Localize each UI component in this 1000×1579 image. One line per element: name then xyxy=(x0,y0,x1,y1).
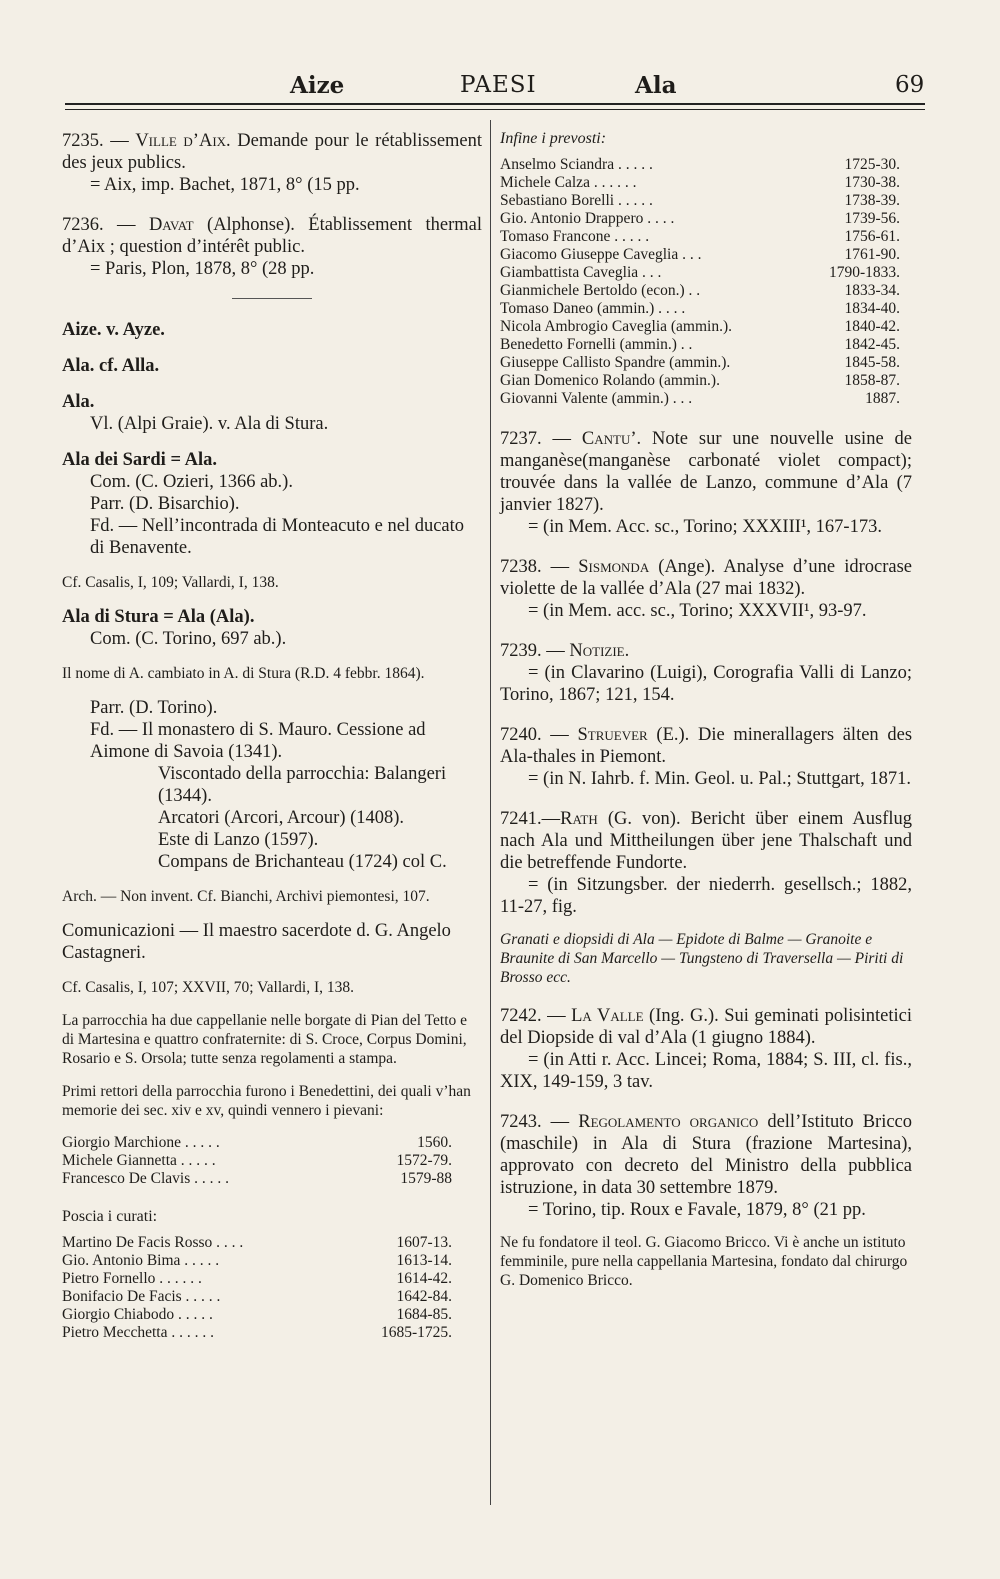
sardi-cf: Cf. Casalis, I, 109; Vallardi, I, 138. xyxy=(62,574,279,591)
entry-7240: 7240. — Struever (E.). Die minerallagers älten des Ala-thales in Piemont. = (in N. Iahrb. f. Min. Geol. u. Pal.; Stuttgart, 1871. xyxy=(500,725,913,789)
header-left-keyword: Aize xyxy=(290,72,345,99)
curato-row xyxy=(62,1306,452,1324)
tenure-dates: 1642-84. xyxy=(396,1288,452,1305)
entry-number: 7242. xyxy=(500,1006,542,1026)
tenure-dates: 1725-30. xyxy=(844,156,900,173)
person-name: Tomaso Francone . . . . . xyxy=(500,228,650,245)
tenure-dates: 1730-38. xyxy=(844,174,900,191)
pievani-list xyxy=(62,1134,452,1188)
tenure-dates: 1613-14. xyxy=(396,1252,452,1269)
tenure-dates: 1761-90. xyxy=(844,246,900,263)
stura-archivio: Arch. — Non invent. Cf. Bianchi, Archivi piemontesi, 107. xyxy=(62,888,430,905)
fondatore-note: Ne fu fondatore il teol. G. Giacomo Bricco. Vi è anche un istituto femminile, pure nella cappellania Martesina, fondato dal chirurgo G. Domenico Bricco. xyxy=(500,1234,908,1289)
entry-number: 7236. xyxy=(62,215,104,235)
entry-publication: = (in Atti r. Acc. Lincei; Roma, 1884; S. III, cl. fis., XIX, 149-159, 3 tav. xyxy=(500,1050,912,1092)
tenure-dates: 1684-85. xyxy=(396,1306,452,1323)
ala-village: Vl. (Alpi Graie). v. Ala di Stura. xyxy=(90,414,329,434)
person-name: Giovanni Valente (ammin.) . . . xyxy=(500,390,693,407)
entry-publication: = (in Mem. acc. sc., Torino; XXXVII¹, 93-97. xyxy=(528,601,867,621)
entry-title: (Ing. G.). Sui geminati polisintetici del Diopside di val d’Ala (1 giugno 1884). xyxy=(500,1006,913,1048)
person-name: Anselmo Sciandra . . . . . xyxy=(500,156,653,173)
prevosti-list xyxy=(500,156,900,408)
stura-feudo-2: Viscontado della parrocchia: Balangeri (1344). xyxy=(158,764,447,806)
entry-number: 7238. xyxy=(500,557,542,577)
prevosto-row xyxy=(500,354,900,372)
entry-publication: = (in N. Iahrb. f. Min. Geol. u. Pal.; Stuttgart, 1871. xyxy=(528,769,911,789)
headword-ala: Ala. xyxy=(62,392,95,412)
prevosto-row xyxy=(500,318,900,336)
entry-author: Regolamento organico xyxy=(578,1112,759,1132)
person-name: Giambattista Caveglia . . . xyxy=(500,264,662,281)
entry-publication: = Torino, tip. Roux e Favale, 1879, 8° (21 pp. xyxy=(528,1200,866,1220)
entry-7235: 7235. — Ville d’Aix. Demande pour le rétablissement des jeux publics. = Aix, imp. Bachet, 1871, 8° (15 pp. xyxy=(62,131,483,195)
person-name: Giacomo Giuseppe Caveglia . . . xyxy=(500,246,702,263)
curato-row xyxy=(62,1324,452,1342)
entry-title: . xyxy=(624,641,630,661)
person-name: Francesco De Clavis . . . . . xyxy=(62,1170,230,1187)
header-rule-thin xyxy=(65,109,925,110)
entry-title: (Ange). Analyse d’une idrocrase violette de la vallée d’Ala (27 mai 1832). xyxy=(500,557,912,599)
entry-7237: 7237. — Cantu’. Note sur une nouvelle usine de manganèse(manganèse carbonaté violet compact); trouvée dans la vallée de Lanzo, commune d’Ala (7 janvier 1827). = (in Mem. Acc. sc., Torino; XXXIII¹, 167-173. xyxy=(500,429,913,537)
headword-aize: Aize. v. Ayze. xyxy=(62,320,165,340)
prevosto-row xyxy=(500,210,900,228)
headword-ala-dei-sardi: Ala dei Sardi = Ala. xyxy=(62,450,217,470)
person-name: Nicola Ambrogio Caveglia (ammin.). xyxy=(500,318,733,335)
tenure-dates: 1834-40. xyxy=(844,300,900,317)
prevosto-row xyxy=(500,264,900,282)
entry-number: 7240. xyxy=(500,725,542,745)
entry-publication: = (in Sitzungsber. der niederrh. gesellsch.; 1882, 11-27, fig. xyxy=(500,875,912,917)
tenure-dates: 1572-79. xyxy=(396,1152,452,1169)
right-column xyxy=(500,130,912,1290)
stura-feudo-5: Compans de Brichanteau (1724) col C. xyxy=(158,852,447,872)
person-name: Sebastiano Borelli . . . . . xyxy=(500,192,653,209)
entry-publication: = (in Clavarino (Luigi), Corografia Valli di Lanzo; Torino, 1867; 121, 154. xyxy=(500,663,912,705)
page-number: 69 xyxy=(895,72,925,98)
rettori-note: Primi rettori della parrocchia furono i Benedettini, dei quali v’han memorie dei sec. xiv e xv, quindi vennero i pievani: xyxy=(62,1083,471,1119)
tenure-dates: 1833-34. xyxy=(844,282,900,299)
prevosto-row xyxy=(500,156,900,174)
entry-7239: 7239. — Notizie. = (in Clavarino (Luigi), Corografia Valli di Lanzo; Torino, 1867; 121, 154. xyxy=(500,641,912,705)
curati-label: Poscia i curati: xyxy=(62,1208,158,1225)
person-name: Martino De Facis Rosso . . . . xyxy=(62,1234,244,1251)
headword-ala-cf: Ala. cf. Alla. xyxy=(62,356,160,376)
entry-title: (G. von). Bericht über einem Ausflug nach Ala und Mittheilungen über jene Thalschaft und die betreffende Fundorte. xyxy=(500,809,913,873)
header-section: PAESI xyxy=(460,72,537,98)
tenure-dates: 1840-42. xyxy=(844,318,900,335)
person-name: Pietro Fornello . . . . . . xyxy=(62,1270,202,1287)
tenure-dates: 1614-42. xyxy=(396,1270,452,1287)
stura-feudo-4: Este di Lanzo (1597). xyxy=(158,830,319,850)
stura-comunicazioni: Comunicazioni — Il maestro sacerdote d. G. Angelo Castagneri. xyxy=(62,921,451,963)
parrocchia-note: La parrocchia ha due cappellanie nelle borgate di Pian del Tetto e di Martesina e quattro confraternite: di S. Croce, Corpus Domini, Rosario e S. Orsola; tutte senza regolamenti a stampa. xyxy=(62,1012,468,1067)
curati-list xyxy=(62,1234,452,1342)
curato-row xyxy=(62,1288,452,1306)
tenure-dates: 1887. xyxy=(865,390,900,407)
entry-7241: 7241.—Rath (G. von). Bericht über einem Ausflug nach Ala und Mittheilungen über jene Thalschaft und die betreffende Fundorte. = (in Sitzungsber. der niederrh. gesellsch.; 1882, 11-27, fig. xyxy=(500,809,913,917)
person-name: Michele Calza . . . . . . xyxy=(500,174,637,191)
tenure-dates: 1560. xyxy=(417,1134,452,1151)
person-name: Pietro Mecchetta . . . . . . xyxy=(62,1324,214,1341)
person-name: Michele Giannetta . . . . . xyxy=(62,1152,216,1169)
sardi-feudo: Fd. — Nell’incontrada di Monteacuto e nel ducato di Benavente. xyxy=(90,516,465,558)
pievano-row xyxy=(62,1134,452,1152)
prevosto-row xyxy=(500,192,900,210)
person-name: Gio. Antonio Drappero . . . . xyxy=(500,210,675,227)
curato-row xyxy=(62,1234,452,1252)
entry-author: Ville d’Aix xyxy=(135,131,227,151)
entry-number: 7235. xyxy=(62,131,104,151)
entry-publication: = Aix, imp. Bachet, 1871, 8° (15 pp. xyxy=(90,175,360,195)
stura-feudo-3: Arcatori (Arcori, Arcour) (1408). xyxy=(158,808,405,828)
headword-ala-di-stura: Ala di Stura = Ala (Ala). xyxy=(62,607,255,627)
pievano-row xyxy=(62,1170,452,1188)
person-name: Gianmichele Bertoldo (econ.) . . xyxy=(500,282,701,299)
entry-title: dell’Istituto Bricco (maschile) in Ala di Stura (frazione Martesina), approvato con decreto del Ministro della pubblica istruzione, in data 30 settembre 1879. xyxy=(500,1112,913,1198)
prevosto-row xyxy=(500,228,900,246)
left-column xyxy=(62,130,482,1342)
curato-row xyxy=(62,1252,452,1270)
entry-publication: = Paris, Plon, 1878, 8° (28 pp. xyxy=(90,259,315,279)
tenure-dates: 1756-61. xyxy=(844,228,900,245)
entry-7242: 7242. — La Valle (Ing. G.). Sui geminati polisintetici del Diopside di val d’Ala (1 giugno 1884). = (in Atti r. Acc. Lincei; Roma, 1884; S. III, cl. fis., XIX, 149-159, 3 tav. xyxy=(500,1006,913,1092)
tenure-dates: 1858-87. xyxy=(844,372,900,389)
entry-number: 7239. xyxy=(500,641,542,661)
person-name: Benedetto Fornelli (ammin.) . . xyxy=(500,336,693,353)
pievano-row xyxy=(62,1152,452,1170)
prevosto-row xyxy=(500,372,900,390)
header-rule-thick xyxy=(65,103,925,105)
column-divider xyxy=(490,120,491,1505)
prevosto-row xyxy=(500,174,900,192)
person-name: Giuseppe Callisto Spandre (ammin.). xyxy=(500,354,731,371)
entry-title: . Demande pour le rétablissement des jeux publics. xyxy=(62,131,483,173)
header-right-keyword: Ala xyxy=(635,72,677,99)
person-name: Tomaso Daneo (ammin.) . . . . xyxy=(500,300,686,317)
person-name: Gio. Antonio Bima . . . . . xyxy=(62,1252,220,1269)
stura-feudo-1: Fd. — Il monastero di S. Mauro. Cessione ad Aimone di Savoia (1341). xyxy=(90,720,426,762)
entry-author: Struever xyxy=(577,725,648,745)
tenure-dates: 1790-1833. xyxy=(828,264,900,281)
entry-title: . Note sur une nouvelle usine de manganèse(manganèse carbonaté violet compact); trouvée dans la vallée de Lanzo, commune d’Ala (7 janvier 1827). xyxy=(500,429,913,515)
entry-author: Cantu’ xyxy=(581,429,637,449)
tenure-dates: 1607-13. xyxy=(396,1234,452,1251)
entry-author: Rath xyxy=(560,809,598,829)
stura-cf: Cf. Casalis, I, 107; XXVII, 70; Vallardi, I, 138. xyxy=(62,979,355,996)
tenure-dates: 1842-45. xyxy=(844,336,900,353)
entry-number: 7243. xyxy=(500,1112,542,1132)
prevosti-label: Infine i prevosti: xyxy=(500,130,607,147)
person-name: Bonifacio De Facis . . . . . xyxy=(62,1288,221,1305)
separator xyxy=(232,298,312,299)
prevosto-row xyxy=(500,390,900,408)
stura-parrocchia: Parr. (D. Torino). xyxy=(90,698,218,718)
tenure-dates: 1738-39. xyxy=(844,192,900,209)
page-header xyxy=(65,72,925,106)
prevosto-row xyxy=(500,300,900,318)
entry-7238: 7238. — Sismonda (Ange). Analyse d’une idrocrase violette de la vallée d’Ala (27 mai 1832). = (in Mem. acc. sc., Torino; XXXVII¹, 93-97. xyxy=(500,557,912,621)
tenure-dates: 1685-1725. xyxy=(380,1324,452,1341)
entry-author: Davat xyxy=(148,215,194,235)
minerals-note: Granati e diopsidi di Ala — Epidote di Balme — Granoite e Braunite di San Marcello — Tungsteno di Traversella — Piriti di Brosso ecc. xyxy=(500,931,904,986)
person-name: Gian Domenico Rolando (ammin.). xyxy=(500,372,720,389)
entry-title: (Alphonse). Établissement thermal d’Aix ; question d’intérêt public. xyxy=(62,215,482,257)
entry-7236: 7236. — Davat (Alphonse). Établissement thermal d’Aix ; question d’intérêt public. = Paris, Plon, 1878, 8° (28 pp. xyxy=(62,215,482,279)
sardi-comune: Com. (C. Ozieri, 1366 ab.). xyxy=(90,472,293,492)
tenure-dates: 1845-58. xyxy=(844,354,900,371)
entry-publication: = (in Mem. Acc. sc., Torino; XXXIII¹, 167-173. xyxy=(528,517,882,537)
entry-number: 7241. xyxy=(500,809,542,829)
entry-author: La Valle xyxy=(571,1006,644,1026)
tenure-dates: 1579-88 xyxy=(400,1170,452,1187)
prevosto-row xyxy=(500,282,900,300)
stura-nome: Il nome di A. cambiato in A. di Stura (R.D. 4 febbr. 1864). xyxy=(62,665,425,682)
curato-row xyxy=(62,1270,452,1288)
person-name: Giorgio Chiabodo . . . . . xyxy=(62,1306,213,1323)
entry-7243: 7243. — Regolamento organico dell’Istituto Bricco (maschile) in Ala di Stura (frazione Martesina), approvato con decreto del Ministro della pubblica istruzione, in data 30 settembre 1879. = Torino, tip. Roux e Favale, 1879, 8° (21 pp. xyxy=(500,1112,913,1220)
prevosto-row xyxy=(500,246,900,264)
tenure-dates: 1739-56. xyxy=(844,210,900,227)
prevosto-row xyxy=(500,336,900,354)
person-name: Giorgio Marchione . . . . . xyxy=(62,1134,220,1151)
entry-title: (E.). Die minerallagers älten des Ala-thales in Piemont. xyxy=(500,725,913,767)
entry-author: Notizie xyxy=(569,641,625,661)
sardi-parrocchia: Parr. (D. Bisarchio). xyxy=(90,494,240,514)
entry-author: Sismonda xyxy=(578,557,650,577)
stura-comune: Com. (C. Torino, 697 ab.). xyxy=(90,629,287,649)
entry-number: 7237. xyxy=(500,429,542,449)
